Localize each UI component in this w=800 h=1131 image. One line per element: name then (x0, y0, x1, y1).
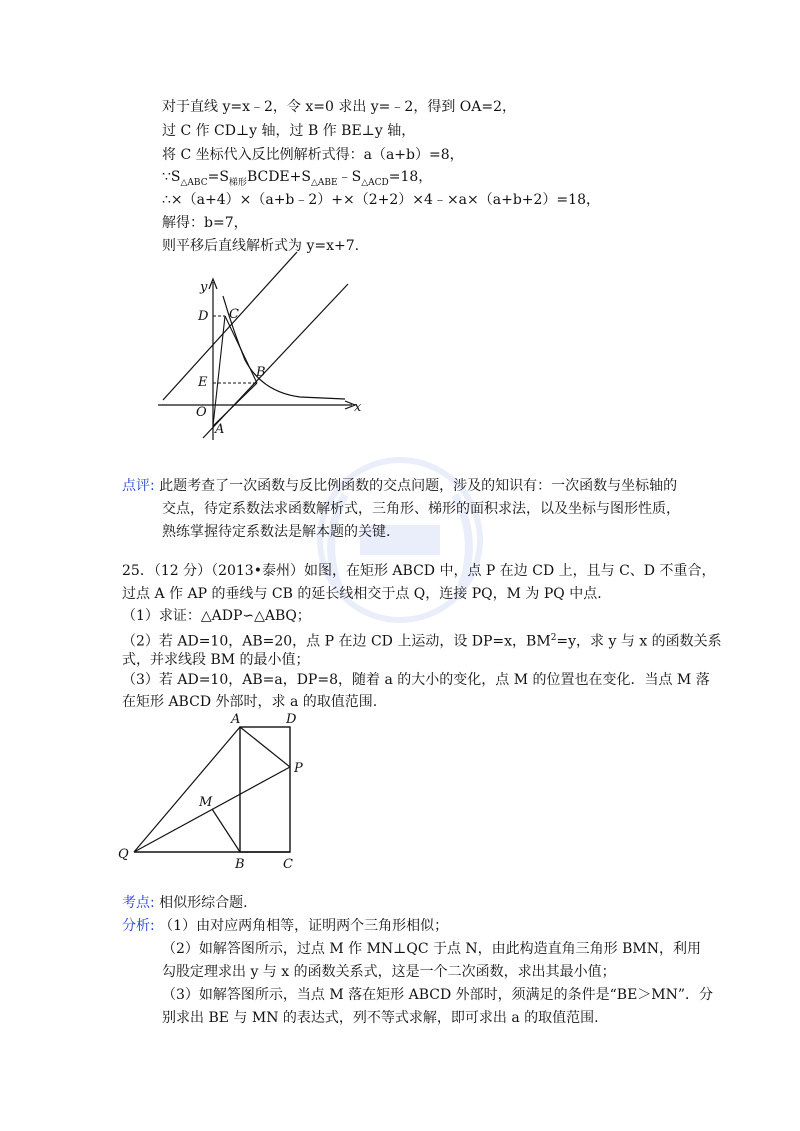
label-d: D (198, 309, 209, 324)
plus-s: +S (289, 169, 311, 185)
label-a: A (215, 422, 225, 437)
fenxi-line-1 (122, 916, 448, 936)
minus-s: ﹣S (337, 169, 362, 185)
kaodian-label: 考点: (122, 895, 155, 911)
bcde-text: BCDE (246, 169, 290, 185)
part2-text-a: （2）若 AD=10，AB=20，点 P 在边 CD 上运动，设 DP=x，BM (122, 633, 551, 650)
comment-label: 点评: (122, 478, 155, 494)
label-o: O (196, 405, 207, 420)
fenxi-line-4: （3）如解答图所示，当点 M 落在矩形 ABCD 外部时，须满足的条件是“BE＞MN”．分 (162, 987, 714, 1003)
label-c: C (229, 307, 239, 322)
subscript-abc: △ABC (180, 177, 208, 188)
problem25-line-6: （3）若 AD=10，AB=a，DP=8，随着 a 的大小的变化，点 M 的位置也在变化．当点 M 落 (122, 672, 710, 688)
label-d2: D (286, 712, 297, 727)
part2-text-b: =y，求 y 与 x 的函数关系 (556, 633, 722, 650)
label-b: B (256, 365, 266, 380)
fenxi-line-3: 勾股定理求出 y 与 x 的函数关系式，这是一个二次函数，求出其最小值； (162, 964, 616, 980)
fenxi-label: 分析: (122, 918, 155, 934)
kaodian-line (122, 893, 248, 913)
fenxi-text-1: （1）由对应两角相等，证明两个三角形相似； (159, 918, 449, 934)
segment-qa (134, 727, 240, 852)
solution-line-2: 过 C 作 CD⊥y 轴，过 B 作 BE⊥y 轴， (162, 123, 416, 139)
label-c2: C (283, 857, 293, 872)
solution-line-7: 则平移后直线解析式为 y=x+7. (162, 238, 360, 254)
equals-s: =S (207, 169, 229, 185)
solution-line-5: ∴×（a+4）×（a+b﹣2）+×（2+2）×4﹣×a×（a+b+2）=18， (162, 192, 600, 208)
segment-mb (212, 809, 240, 852)
problem25-line-3: （1）求证：△ADP∽△ABQ； (122, 608, 311, 624)
label-p: P (294, 761, 303, 776)
fenxi-line-5: 别求出 BE 与 MN 的表达式，列不等式求解，即可求出 a 的取值范围. (162, 1010, 599, 1026)
segment-ap (240, 727, 290, 767)
subscript-acd: △ACD (361, 177, 389, 188)
subscript-abe: △ABE (310, 177, 338, 188)
label-b2: B (235, 857, 245, 872)
part2-superscript: 2 (550, 633, 557, 643)
label-e: E (198, 375, 208, 390)
problem25-line-2: 过点 A 作 AP 的垂线与 CB 的延长线相交于点 Q，连接 PQ，M 为 PQ 中点． (122, 586, 612, 602)
comment-text-1: 此题考查了一次函数与反比例函数的交点问题，涉及的知识有：一次函数与坐标轴的 (159, 478, 678, 494)
comment-line-2: 交点，待定系数法求函数解析式，三角形、梯形的面积求法，以及坐标与图形性质， (162, 501, 680, 517)
solution-line-3: 将 C 坐标代入反比例解析式得：a（a+b）=8， (162, 147, 464, 163)
label-a2: A (231, 712, 241, 727)
label-q: Q (118, 847, 129, 862)
kaodian-text: 相似形综合题. (159, 895, 248, 911)
fenxi-line-2: （2）如解答图所示，过点 M 作 MN⊥QC 于点 N，由此构造直角三角形 BMN，利用 (162, 941, 702, 957)
subscript-trapezoid: 梯形 (228, 177, 247, 188)
comment-line-3: 熟练掌握待定系数法是解本题的关键. (162, 524, 391, 540)
label-m: M (199, 795, 213, 810)
solution-line-1: 对于直线 y=x﹣2，令 x=0 求出 y=﹣2，得到 OA=2， (162, 99, 516, 115)
area-symbol: ∵S (162, 169, 181, 185)
problem25-line-5: 式，并求线段 BM 的最小值； (122, 652, 310, 668)
label-y: y (200, 280, 208, 295)
problem25-line-7: 在矩形 ABCD 外部时，求 a 的取值范围. (122, 694, 378, 710)
label-x: x (354, 400, 362, 415)
solution-line-6: 解得：b=7， (162, 215, 248, 231)
problem25-line-1: 25．（12 分）（2013•泰州）如图，在矩形 ABCD 中，点 P 在边 CD 上，且与 C、D 不重合， (122, 563, 716, 579)
equals-18: =18， (388, 169, 433, 185)
